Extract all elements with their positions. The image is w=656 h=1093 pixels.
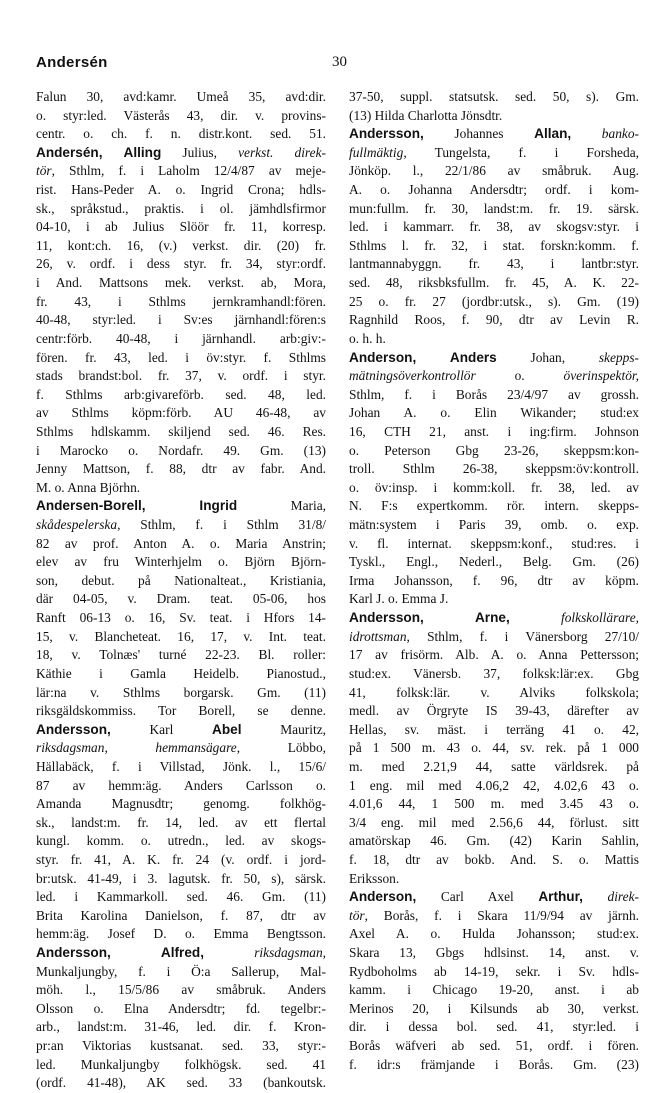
entry-text: dir. i dessa bol. sed. 41, styr:led. i — [349, 1019, 639, 1035]
entry-text: där 04-05, v. Dram. teat. 05-06, hos — [36, 591, 326, 607]
entry-text: Julius, — [161, 144, 239, 160]
text-line — [349, 1000, 639, 1019]
text-line — [349, 200, 639, 219]
entry-text: Irma Johansson, f. 96, dtr av köpm. — [349, 572, 639, 588]
text-line — [36, 423, 326, 442]
text-line — [36, 367, 326, 386]
text-line — [349, 181, 639, 200]
text-line — [349, 777, 639, 796]
text-line — [36, 572, 326, 591]
entry-text: mun:fullm. fr. 30, landst:m. fr. 19. särsk. — [349, 200, 639, 216]
text-line — [349, 404, 639, 423]
text-line — [36, 944, 326, 963]
entry-text: Karl — [110, 721, 213, 737]
text-line — [349, 274, 639, 293]
entry-text: fören. fr. 43, led. i öv:styr. f. Sthlms — [36, 349, 326, 365]
entry-text: v. fl. internat. skeppsm:konf., stud:res. i — [349, 535, 639, 551]
text-line — [349, 646, 639, 665]
entry-text: Eriksson. — [349, 870, 400, 886]
text-line — [36, 665, 326, 684]
entry-text: 17 av frisörm. Alb. A. o. Anna Pettersson; — [349, 647, 639, 663]
entry-text: br:utsk. 41-49, i 3. lagutsk. fr. 50, s), särsk. — [36, 870, 326, 886]
entry-text: o. — [475, 368, 564, 384]
text-line — [349, 814, 639, 833]
entry-name: Allan, — [534, 126, 572, 142]
entry-text: f. Sthlms arb:givareförb. sed. 48, led. — [36, 386, 326, 402]
entry-text: Brita Karolina Danielson, f. 87, dtr av — [36, 907, 326, 923]
text-line — [36, 684, 326, 703]
text-line — [36, 1037, 326, 1056]
text-line — [36, 814, 326, 833]
entry-name: Abel — [212, 721, 242, 737]
text-line — [36, 516, 326, 535]
entry-text: led. i Kammarkoll. sed. 46. Gm. (11) — [36, 889, 326, 905]
entry-text: 15, v. Blancheteat. 16, 17, v. Int. teat. — [36, 628, 326, 644]
entry-text: 04-10, i ab Julius Slöör fr. 11, korresp. — [36, 219, 326, 235]
text-line — [36, 925, 326, 944]
text-line — [36, 404, 326, 423]
text-line — [349, 255, 639, 274]
entry-text: (13) Hilda Charlotta Jönsdtr. — [349, 107, 503, 123]
entry-text: 18, v. Tolnæs' turné 22-23. Bl. roller: — [36, 647, 326, 663]
text-line — [349, 963, 639, 982]
entry-text: av Sthlms köpm:förb. AU 46-48, av — [36, 405, 326, 421]
text-line — [349, 1056, 639, 1075]
entry-text: fr. 43, i Sthlms jernkramhandl:fören. — [36, 293, 326, 309]
entry-text: 82 av prof. Anton A. o. Maria Anstrin; — [36, 535, 326, 551]
entry-text: Merinos 20, i Kilsunds ab 30, verkst. — [349, 1000, 639, 1016]
text-line — [349, 349, 639, 368]
entry-text: rist. Hans-Peder A. o. Ingrid Crona; hdls- — [36, 182, 326, 198]
occupation: banko- — [601, 126, 639, 142]
text-line — [36, 479, 326, 498]
entry-text: stads brandst:bol. fr. 37, v. ordf. i styr. — [36, 368, 326, 384]
text-line — [36, 777, 326, 796]
text-line — [36, 609, 326, 628]
text-line — [36, 646, 326, 665]
occupation: mätningsöverkontrollör — [349, 368, 476, 384]
entry-text: Falun 30, avd:kamr. Umeå 35, avd:dir. — [36, 89, 326, 104]
entry-text: , Borås, f. i Skara 11/9/94 av järnh. — [364, 907, 639, 923]
text-line — [36, 237, 326, 256]
text-line — [36, 1000, 326, 1019]
occupation: direk- — [607, 889, 639, 905]
occupation: riksdagsman, — [254, 945, 326, 961]
text-line — [36, 125, 326, 144]
left-column — [36, 88, 326, 1093]
text-line — [36, 832, 326, 851]
entry-name: Andersson, Arne, — [349, 610, 510, 626]
text-line — [349, 739, 639, 758]
entry-text: sk., landst:m. fr. 14, led. av ett flertal — [36, 814, 326, 830]
entry-text: 37-50, suppl. statsutsk. sed. 50, s). Gm. — [349, 89, 639, 104]
text-line — [349, 1037, 639, 1056]
text-line — [349, 479, 639, 498]
occupation: tör — [36, 163, 52, 179]
text-line — [349, 702, 639, 721]
text-line — [349, 907, 639, 926]
entry-text: Olsson o. Elna Andersdtr; fd. tegelbr:- — [36, 1000, 326, 1016]
entry-text: 41, folksk:lär. v. Alviks folkskola; — [349, 684, 639, 700]
text-line — [349, 665, 639, 684]
text-line — [36, 255, 326, 274]
occupation: fullmäktig — [349, 144, 404, 160]
entry-text: sed. 48, riksbksfullm. fr. 45, A. K. 22- — [349, 275, 639, 291]
entry-name: Arthur, — [538, 889, 583, 905]
text-line — [349, 758, 639, 777]
text-line — [349, 293, 639, 312]
entry-text: pr:an Viktorias kustsanat. sed. 33, styr:- — [36, 1038, 326, 1054]
right-column — [349, 88, 639, 1074]
text-line — [36, 330, 326, 349]
text-line — [36, 721, 326, 740]
entry-text: Mauritz, — [241, 721, 326, 737]
entry-text: Ragnhild Roos, f. 90, dtr av Levin R. — [349, 312, 639, 328]
text-line — [36, 107, 326, 126]
text-line — [36, 497, 326, 516]
text-line — [36, 553, 326, 572]
entry-text: Johan, — [496, 349, 599, 365]
entry-text: A. o. Johanna Andersdtr; ordf. i kom- — [349, 182, 639, 198]
text-line — [36, 218, 326, 237]
entry-text: på 1 500 m. 43 o. 44, sv. rek. på 1 000 — [349, 740, 639, 756]
entry-text: Axel A. o. Hulda Johansson; stud:ex. — [349, 926, 639, 942]
entry-text: , Tungelsta, f. i Forsheda, — [403, 144, 639, 160]
text-line — [349, 628, 639, 647]
entry-text: 87 av hemm:äg. Anders Carlsson o. — [36, 777, 326, 793]
text-line — [349, 460, 639, 479]
entry-text: Sthlms l. fr. 32, i stat. forskn:komm. f. — [349, 237, 639, 253]
text-line — [349, 88, 639, 107]
entry-text: möh. l., 15/5/86 av småbruk. Anders — [36, 982, 326, 998]
text-line — [349, 497, 639, 516]
text-line — [349, 721, 639, 740]
entry-text: Maria, — [237, 498, 327, 514]
text-line — [349, 516, 639, 535]
text-line — [349, 870, 639, 889]
occupation: folkskollärare, — [561, 610, 639, 626]
entry-text: Borås wäfveri ab sed. 51, ordf. i fören. — [349, 1038, 639, 1054]
text-line — [36, 702, 326, 721]
entry-text: Johan A. o. Elin Wikander; stud:ex — [349, 405, 639, 421]
text-line — [349, 832, 639, 851]
entry-text: Jönköp. l., 22/1/86 av småbruk. Aug. — [349, 163, 639, 179]
text-line — [36, 162, 326, 181]
text-line — [349, 423, 639, 442]
entry-text: N. F:s expertkomm. rör. intern. skepps- — [349, 498, 639, 514]
text-line — [349, 386, 639, 405]
text-line — [349, 311, 639, 330]
text-line — [36, 386, 326, 405]
text-line — [36, 1074, 326, 1093]
entry-text: medl. av Örgryte IS 39-43, därefter av — [349, 703, 639, 719]
entry-text: Amanda Magnusdtr; genomg. folkhög- — [36, 796, 326, 812]
entry-text: 3/4 eng. mil med 2.56,6 44, förlust. sitt — [349, 814, 639, 830]
text-line — [349, 795, 639, 814]
entry-text: led. i kammarr. fr. 38, av skogsv:styr. i — [349, 219, 639, 235]
entry-text: M. o. Anna Björhn. — [36, 479, 141, 495]
text-line — [36, 590, 326, 609]
entry-text: lantmannabyggn. fr. 43, i lantbr:styr. — [349, 256, 639, 272]
text-line — [349, 572, 639, 591]
entry-text: lär:na v. Sthlms borgarsk. Gm. (11) — [36, 684, 326, 700]
entry-text: elev av fru Winterhjelm o. Björn Björn- — [36, 554, 326, 570]
entry-text: o. Peterson Gbg 23-26, skeppsm:kon- — [349, 442, 639, 458]
entry-text: amatörskap 46. Gm. (42) Karin Sahlin, — [349, 833, 639, 849]
text-line — [349, 442, 639, 461]
entry-text: (ordf. 41-48), AK sed. 33 (bankoutsk. — [36, 1075, 326, 1091]
entry-text: Hellas, sv. mäst. i terräng 41 o. 42, — [349, 721, 639, 737]
occupation: riksdagsman, hemmansägare — [36, 740, 237, 756]
text-line — [36, 144, 326, 163]
text-line — [36, 739, 326, 758]
text-line — [349, 162, 639, 181]
text-line — [36, 963, 326, 982]
entry-text: o. styr:led. Västerås 43, dir. v. provins- — [36, 107, 326, 123]
entry-text: mätn:system i Paris 39, omb. o. exp. — [349, 517, 639, 533]
entry-text: styr. fr. 41, A. K. fr. 24 (v. ordf. i jord- — [36, 851, 326, 867]
entry-name: Anderson, — [349, 889, 417, 905]
text-line — [349, 1018, 639, 1037]
entry-text: 26, v. ordf. i dess styr. fr. 34, styr:ordf. — [36, 256, 326, 272]
entry-text: centr. o. ch. f. n. distr.kont. sed. 51. — [36, 126, 326, 142]
text-line — [349, 535, 639, 554]
entry-text: m. med 2.21,9 44, satte världsrek. på — [349, 758, 639, 774]
text-line — [349, 684, 639, 703]
entry-text: f. idr:s främjande i Borås. Gm. (23) — [349, 1056, 639, 1072]
entry-name: Andersen-Borell, Ingrid — [36, 498, 238, 514]
occupation: idrottsman — [349, 628, 407, 644]
entry-text: Karl J. o. Emma J. — [349, 591, 449, 607]
running-head: Andersén — [36, 54, 108, 71]
entry-text: Sthlm, f. i Borås 23/4/97 av grossh. — [349, 386, 639, 402]
text-line — [36, 628, 326, 647]
entry-text: Johannes — [423, 126, 535, 142]
entry-text: riksgäldskommiss. Tor Borell, se denne. — [36, 703, 326, 719]
entry-text: kungl. komm. o. utredn., led. av skogs- — [36, 833, 326, 849]
entry-name: Anderson, Anders — [349, 349, 497, 365]
text-line — [36, 311, 326, 330]
occupation: tör — [349, 907, 365, 923]
text-line — [36, 88, 326, 107]
entry-text: hemm:äg. Josef D. o. Emma Bengtsson. — [36, 926, 326, 942]
text-line — [36, 1018, 326, 1037]
entry-text: Rydboholms ab 14-19, sekr. i Sv. hdls- — [349, 963, 639, 979]
text-line — [36, 981, 326, 1000]
text-line — [349, 144, 639, 163]
text-line — [36, 851, 326, 870]
text-line — [36, 758, 326, 777]
entry-text: Ranft 06-13 o. 16, Sv. teat. i Hfors 14- — [36, 610, 326, 626]
text-line — [36, 349, 326, 368]
entry-text: centr:förb. 40-48, i järnhandl. arb:giv:- — [36, 330, 326, 346]
entry-text: led. Munkaljungby folkhögsk. sed. 41 — [36, 1056, 326, 1072]
text-line — [36, 460, 326, 479]
entry-text: troll. Sthlm 26-38, skeppsm:öv:kontroll. — [349, 461, 639, 477]
text-line — [36, 870, 326, 889]
entry-text: stud:ex. Vänersb. 37, folksk:lär:ex. Gbg — [349, 665, 639, 681]
entry-text: Jenny Mattson, f. 88, dtr av fabr. And. — [36, 461, 326, 477]
entry-text: o. öv:insp. i komm:koll. fr. 38, led. av — [349, 479, 639, 495]
text-line — [349, 981, 639, 1000]
entry-text: 1 eng. mil med 4.06,2 42, 4.02,6 43 o. — [349, 777, 639, 793]
entry-text: f. 18, dtr av bokb. And. S. o. Mattis — [349, 851, 639, 867]
entry-name: Andersén, Alling — [36, 144, 162, 160]
occupation: skådespelerska — [36, 517, 118, 533]
text-line — [349, 237, 639, 256]
text-line — [36, 181, 326, 200]
entry-text: 40-48, styr:led. i Sv:es järnhandl:fören:s — [36, 312, 326, 328]
entry-text: , Löbbo, — [236, 740, 326, 756]
entry-text — [204, 945, 254, 960]
entry-text: Sthlms hdlskamm. skiljend sed. 46. Res. — [36, 423, 326, 439]
entry-text — [571, 126, 602, 141]
page-header — [36, 54, 630, 78]
text-line — [349, 590, 639, 609]
entry-text: i And. Mattsons mek. verkst. ab, Mora, — [36, 275, 326, 291]
text-line — [36, 535, 326, 554]
text-line — [36, 795, 326, 814]
entry-name: Andersson, — [349, 126, 424, 142]
text-line — [36, 274, 326, 293]
entry-text: son, debut. på Nationalteat., Kristiania, — [36, 572, 326, 588]
text-line — [36, 907, 326, 926]
text-line — [36, 200, 326, 219]
entry-text: , Sthlm, f. i Sthlm 31/8/ — [117, 517, 326, 533]
occupation: överinspektör, — [563, 368, 639, 384]
occupation: skepps- — [598, 349, 639, 365]
entry-text: 4.01,6 44, 1 500 m. med 3.45 43 o. — [349, 796, 639, 812]
text-line — [349, 944, 639, 963]
text-line — [349, 330, 639, 349]
text-line — [349, 367, 639, 386]
entry-text: 16, CTH 21, anst. i ing:firm. Johnson — [349, 423, 639, 439]
entry-text: Carl Axel — [416, 889, 539, 905]
entry-text: 11, kont:ch. 16, (v.) verkst. dir. (20) fr. — [36, 237, 326, 253]
entry-text: Skara 13, Gbgs hdlsinst. 14, anst. v. — [349, 945, 639, 961]
entry-text: Tyskl., Engl., Nederl., Belg. Gm. (26) — [349, 554, 639, 570]
text-line — [349, 609, 639, 628]
occupation: verkst. direk- — [238, 144, 326, 160]
entry-text: i Marocko o. Nordafr. 49. Gm. (13) — [36, 442, 326, 458]
text-line — [36, 442, 326, 461]
text-line — [36, 293, 326, 312]
entry-text: Munkaljungby, f. i Ö:a Sallerup, Mal- — [36, 963, 326, 979]
entry-text: , Sthlm, f. i Vänersborg 27/10/ — [406, 628, 639, 644]
entry-text: kamm. i Chicago 19-20, anst. i ab — [349, 982, 639, 998]
text-line — [349, 888, 639, 907]
entry-text: sk., språkstud., praktis. i ol. jämhdlsfirmor — [36, 200, 326, 216]
entry-text: arb., landst:m. 31-46, led. dir. f. Kron- — [36, 1019, 326, 1035]
entry-text: Käthie i Gamla Heidelb. Pianostud., — [36, 665, 326, 681]
entry-text: o. h. h. — [349, 330, 386, 346]
text-line — [349, 125, 639, 144]
entry-text — [510, 610, 561, 625]
entry-text: 25 o. fr. 27 (jordbr:utsk., s). Gm. (19) — [349, 293, 639, 309]
text-line — [349, 218, 639, 237]
text-line — [349, 925, 639, 944]
entry-name: Andersson, Alfred, — [36, 945, 204, 961]
text-line — [349, 107, 639, 126]
text-line — [36, 888, 326, 907]
text-line — [36, 1056, 326, 1075]
text-line — [349, 851, 639, 870]
entry-text — [583, 889, 608, 904]
text-line — [349, 553, 639, 572]
page-number: 30 — [332, 54, 347, 70]
entry-name: Andersson, — [36, 721, 111, 737]
entry-text: Hällabäck, f. i Villstad, Jönk. l., 15/6/ — [36, 758, 326, 774]
entry-text: , Sthlm, f. i Laholm 12/4/87 av meje- — [51, 163, 326, 179]
